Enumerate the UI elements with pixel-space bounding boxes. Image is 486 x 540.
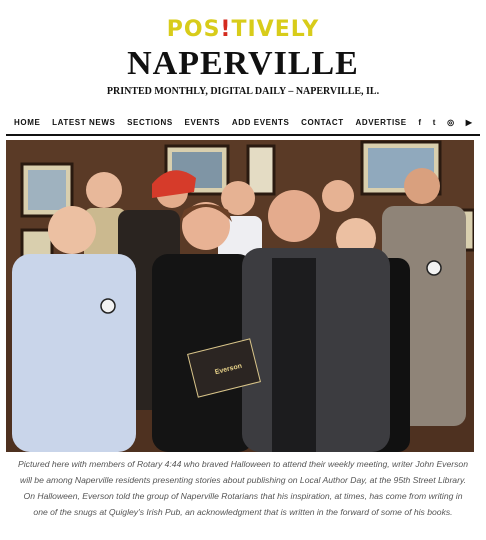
front-row-people: [12, 190, 410, 452]
instagram-icon[interactable]: ◎: [447, 117, 455, 127]
logo-exclamation: !: [220, 17, 232, 42]
nav-add-events[interactable]: ADD EVENTS: [231, 117, 290, 127]
logo-text-left: POS: [166, 17, 221, 42]
youtube-icon[interactable]: ▶: [465, 117, 472, 127]
facebook-icon[interactable]: f: [418, 117, 422, 127]
nav-advertise[interactable]: ADVERTISE: [355, 117, 407, 127]
nav-events[interactable]: EVENTS: [184, 117, 221, 127]
logo-naperville: NAPERVILLE: [127, 45, 359, 82]
photo-caption: Pictured here with members of Rotary 4:44 who braved Halloween to attend their weekly meeting, writer John Everson will be among Naperville residents presenting stories about publishing on Local Author Day, at the 95th Street Library. On Halloween, Everson told the group of Naperville Rotarians that his inspiration, at times, has come from writing in one of the snugs at Quigley's Irish Pub, an acknowledgment that is written in the forward of some of his books.: [18, 459, 468, 517]
nav-sections[interactable]: SECTIONS: [127, 117, 173, 127]
nav-contact[interactable]: CONTACT: [301, 117, 344, 127]
site-logo[interactable]: [0, 0, 486, 104]
main-nav: [6, 110, 480, 136]
logo-positively: [0, 16, 486, 44]
article-photo: [6, 140, 474, 452]
logo-tagline: PRINTED MONTHLY, DIGITAL DAILY – NAPERVILLE, IL.: [106, 86, 380, 97]
photo-illustration: [6, 140, 474, 452]
logo-text-right: TIVELY: [231, 17, 320, 42]
nav-latest-news[interactable]: LATEST NEWS: [52, 117, 116, 127]
nav-home[interactable]: HOME: [14, 117, 41, 127]
twitter-icon[interactable]: t: [432, 117, 436, 127]
book-title: Everson: [214, 362, 243, 377]
